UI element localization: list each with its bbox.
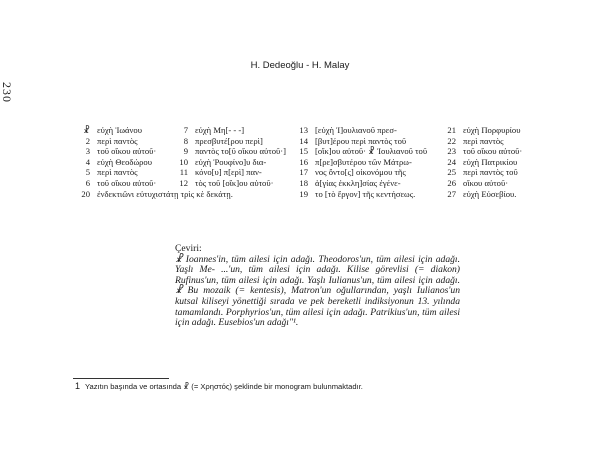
greek-text: κόνο[υ] π[ερὶ] παν- [195,167,262,178]
line-number: 21 [447,125,456,135]
line-number: 2 [85,135,90,146]
line-number: 24 [447,156,456,167]
page-number: 230 [0,82,14,103]
greek-text: [οἴκ]ου αὐτοῦ· ☧ Ἰουλιανοῦ τοῦ [315,146,428,157]
line-number: 18 [299,177,308,188]
greek-text: τοῦ οἴκου αὐτοῦ· [97,177,157,188]
greek-text: πρεσβυτέ[ρου περὶ] [195,135,263,146]
inscription-line [290,125,427,136]
greek-text: τοῦ οἴκου αὐτοῦ· [463,146,523,157]
footnote-text: Yazıtın başında ve ortasında ☧ (= Χρηστός) şeklinde bir monogram bulunmaktadır. [85,382,363,391]
inscription-line [438,167,522,178]
greek-text: περὶ παντὸς [463,135,504,146]
greek-text: [εὐχὴ Ἰ]ουλιανοῦ πρεσ- [315,125,397,135]
line-number: 3 [85,146,90,157]
inscription-column-3 [290,125,427,199]
footnote-mark: 1 [75,381,81,391]
inscription-line [170,136,286,147]
greek-text: ἁ[γίας ἐκκλη]σίας ἐγένε- [315,177,401,188]
greek-text: εὐχὴ Πατρικίου [463,156,518,167]
greek-text: εὐχὴ Πορφυρίου [463,125,521,135]
line-number: 4 [85,156,90,167]
inscription-line [170,178,286,189]
greek-text: παντὸς το[ῦ οἴκου αὐτοῦ·] [195,146,286,157]
line-number: 16 [299,156,308,167]
greek-text: εὐχὴ Ἰωάνου [97,125,142,135]
line-number: 23 [447,146,456,157]
footnote [75,381,495,391]
greek-text: εὐχὴ Ῥουφίνο]υ δια- [195,156,267,167]
line-number: 12 [179,177,188,188]
greek-text: εὐχὴ Θεοδώρου [97,156,152,167]
line-number: 26 [447,177,456,188]
greek-text: τοῦ οἴκου αὐτοῦ· [97,146,157,157]
inscription-line [290,136,427,147]
inscription-line [438,136,522,147]
inscription-line [438,189,522,200]
translation-block [175,244,460,329]
line-number: 5 [85,167,90,178]
line-number: 25 [447,167,456,178]
inscription-line [290,167,427,178]
translation-heading: Çeviri: [175,243,202,254]
inscription-line [170,125,286,136]
greek-text: εὐχὴ Μη[- - -] [195,125,245,135]
inscription-line [438,157,522,168]
inscription-line [290,178,427,189]
greek-text: περὶ παντὸς [97,167,138,178]
line-number: ☧ [83,125,90,135]
footnote-rule [73,378,169,379]
inscription-line [438,146,522,157]
greek-text: εὐχὴ Εὐσεβίου. [463,188,517,199]
line-number: 22 [447,135,456,146]
line-number: 6 [85,177,90,188]
inscription-line [438,178,522,189]
line-number: 9 [183,146,188,157]
inscription-column-4 [438,125,522,199]
greek-text: ἐνδεκτιῶνι εὐτυχιστάτῃ τρὶς κὲ δεκάτῃ. [97,188,233,199]
line-number: 19 [299,188,308,199]
inscription-line [290,157,427,168]
running-head: H. Dedeoğlu - H. Malay [250,60,350,71]
inscription-line [170,157,286,168]
greek-text: π[ρε]σβυτέρου τῶν Μάτρω- [315,156,412,167]
greek-text: οἴκου αὐτοῦ· [463,177,509,188]
inscription-line [290,146,427,157]
greek-text: περὶ παντὸς τοῦ [463,167,518,178]
greek-text: νος ὄντο[ς] οἰκονόμου τῆς [315,167,406,178]
line-number: 17 [299,167,308,178]
line-number: 11 [179,167,188,178]
greek-text: τὸς τοῦ [οἴκ]ου αὐτοῦ· [195,177,274,188]
line-number: 14 [299,135,308,146]
line-number: 27 [447,188,456,199]
line-number: 8 [183,135,188,146]
inscription-column-2 [170,125,286,189]
greek-text: το [τὸ ἔργον] τῆς κεντήσεως. [315,188,416,199]
greek-text: [βυτ]έρου περὶ παντὸς τοῦ [315,135,407,146]
inscription-line [438,125,522,136]
inscription-line [72,189,233,200]
greek-text: περὶ παντὸς [97,135,138,146]
line-number: 10 [179,156,188,167]
line-number: 20 [81,188,90,199]
inscription-line [290,189,427,200]
inscription-line [170,146,286,157]
line-number: 7 [183,125,188,135]
line-number: 13 [299,125,308,135]
translation-body: ☧ Ioannes'in, tüm ailesi için adağı. Theodoros'un, tüm ailesi için adağı. Yaşlı Me- ...'un, tüm ailesi için adağı. Kilise görevlisi (= diakon) Rufinus'un, tüm ailesi için adağı. Yaşlı Iulianus'un, tüm ailesi için adağı. ☧ Bu mozaik (= kentesis), Matron'un oğullarından, yaşlı Iulianos'un kutsal kiliseyi yönettiği sırada ve pek bereketli indiksiyonun 13. yılında tamamlandı. Porphyrios'un, tüm ailesi için adağı. Patrikius'un, tüm ailesi için adağı. Eusebios'un adağı"¹. [175,253,460,329]
inscription-line [170,167,286,178]
line-number: 15 [299,146,308,157]
